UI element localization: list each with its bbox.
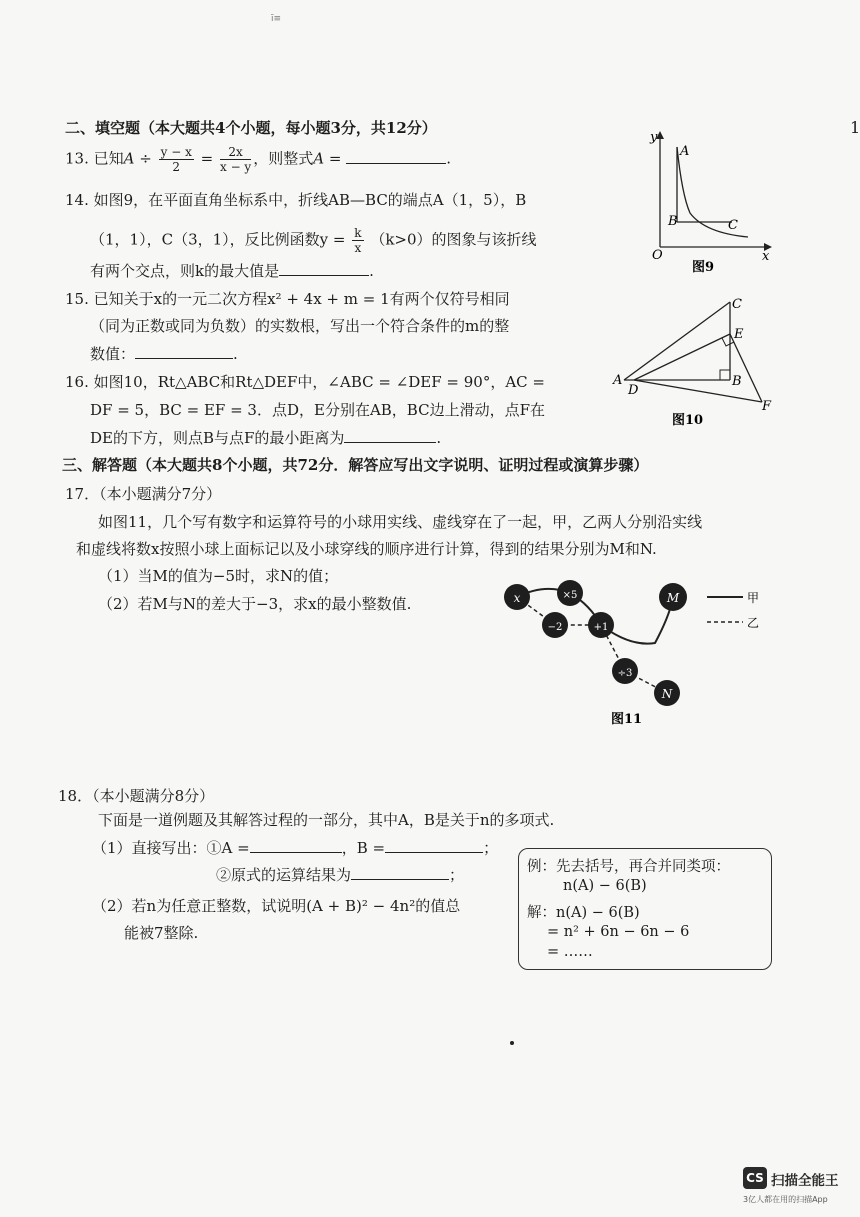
q18-result-blank (351, 865, 449, 880)
q14-line2: （1，1），C（3，1），反比例函数y = $\frac{k}{x}$ （k>0）的图象与该折线 (90, 226, 537, 255)
section3-heading: 三、解答题（本大题共8个小题，共72分．解答应写出文字说明、证明过程或演算步骤） (62, 456, 649, 474)
q13-answer-blank (346, 149, 446, 164)
fig10-point-a: A (613, 373, 623, 388)
ball-x (504, 584, 530, 610)
svg-text:N: N (661, 687, 673, 701)
q18-sub1-line2: ②原式的运算结果为 ； (216, 866, 465, 884)
fig9-caption: 图9 (692, 260, 715, 275)
svg-text:÷3: ÷3 (617, 668, 633, 679)
q17-title: 17．（本小题满分7分） (65, 485, 222, 503)
q18-sub1-line1: （1）直接写出：①A = ，B = ； (92, 839, 499, 857)
ball-m (659, 583, 687, 611)
fig10-point-d: D (628, 383, 639, 398)
q16-answer-blank (344, 428, 436, 443)
q15-line1: 15. 已知关于x的一元二次方程x² + 4x + m = 1有两个仅符号相同 (65, 290, 510, 308)
q18-para1: 下面是一道例题及其解答过程的一部分，其中A，B是关于n的多项式. (98, 811, 555, 829)
q13: 13. 已知A ÷ $\frac{y - x}{2}$ = $\frac{2x}{x - y}$ ，则整式A = . (65, 145, 451, 174)
ball-div3 (612, 658, 638, 684)
q15-answer-blank (135, 344, 233, 359)
example-line1: 例：先去括号，再合并同类项： (527, 859, 730, 875)
example-line5: = …… (547, 944, 593, 960)
example-line3: 解：n(A) − 6(B) (527, 905, 640, 921)
q17-para2: 和虚线将数x按照小球上面标记以及小球穿线的顺序进行计算，得到的结果分别为M和N. (76, 540, 657, 558)
legend-solid-label: 甲 (747, 591, 760, 605)
q17-sub1: （1）当M的值为−5时，求N的值； (98, 567, 339, 585)
example-line2: n(A) − 6(B) (563, 878, 647, 894)
fig10-point-e: E (734, 327, 744, 342)
q18-title: 18．（本小题满分8分） (58, 787, 215, 805)
q18-b-blank (385, 838, 483, 853)
figure-9 (640, 125, 780, 275)
scanner-tagline: 3亿人都在用的扫描App (743, 1195, 828, 1204)
fig10-point-c: C (732, 297, 742, 312)
ball-n (654, 680, 680, 706)
fig9-origin-label: O (652, 248, 663, 263)
top-mark: ī≡ (271, 14, 282, 24)
q18-sub2-line2: 能被7整除. (124, 924, 199, 942)
example-line4: = n² + 6n − 6n − 6 (547, 924, 690, 940)
fig9-point-a: A (680, 144, 690, 159)
q16-line1: 16. 如图10，Rt△ABC和Rt△DEF中，∠ABC = ∠DEF = 90°，AC = (65, 373, 545, 391)
fig9-y-label: y (650, 130, 658, 145)
svg-text:M: M (666, 591, 680, 605)
q15-line2: （同为正数或同为负数）的实数根，写出一个符合条件的m的整 (90, 317, 510, 335)
ball-minus2 (542, 612, 568, 638)
q18-sub2-line1: （2）若n为任意正整数，试说明(A + B)² − 4n²的值总 (92, 897, 461, 915)
svg-text:×5: ×5 (562, 590, 578, 601)
q17-para1: 如图11，几个写有数字和运算符号的小球用实线、虚线穿在了一起，甲，乙两人分别沿实线 (98, 513, 703, 531)
q17-sub2: （2）若M与N的差大于−3，求x的最小整数值. (98, 595, 412, 613)
svg-text:+1: +1 (593, 622, 609, 633)
fig11-caption: 图11 (611, 712, 643, 725)
q14-line3: 有两个交点，则k的最大值是 . (90, 262, 374, 280)
q18-a-blank (250, 838, 342, 853)
figure-11 (495, 575, 780, 725)
legend-dashed-label: 乙 (747, 616, 760, 630)
q14-line1: 14. 如图9，在平面直角坐标系中，折线AB—BC的端点A（1，5），B (65, 191, 527, 209)
svg-text:−2: −2 (547, 622, 563, 633)
scanner-brand: 扫描全能王 (771, 1173, 839, 1189)
q15-line3: 数值： . (90, 345, 238, 363)
fig9-x-label: x (762, 249, 770, 264)
ball-plus1 (588, 612, 614, 638)
scanner-logo: CS (743, 1167, 767, 1189)
figure-10 (612, 292, 787, 432)
fig9-point-b: B (668, 214, 678, 229)
stray-dot (510, 1041, 514, 1045)
q14-answer-blank (279, 261, 369, 276)
fig10-caption: 图10 (672, 413, 704, 428)
example-box (518, 848, 772, 970)
q16-line3: DE的下方，则点B与点F的最小距离为 . (90, 429, 442, 447)
fig10-point-f: F (762, 399, 772, 414)
svg-text:x: x (513, 591, 521, 605)
fig9-point-c: C (728, 218, 738, 233)
q16-line2: DF = 5，BC = EF = 3．点D，E分别在AB，BC边上滑动，点F在 (90, 401, 545, 419)
fig10-point-b: B (732, 374, 742, 389)
page-number: 1 (850, 118, 860, 137)
ball-times5 (557, 580, 583, 606)
section2-heading: 二、填空题（本大题共4个小题，每小题3分，共12分） (65, 119, 437, 137)
